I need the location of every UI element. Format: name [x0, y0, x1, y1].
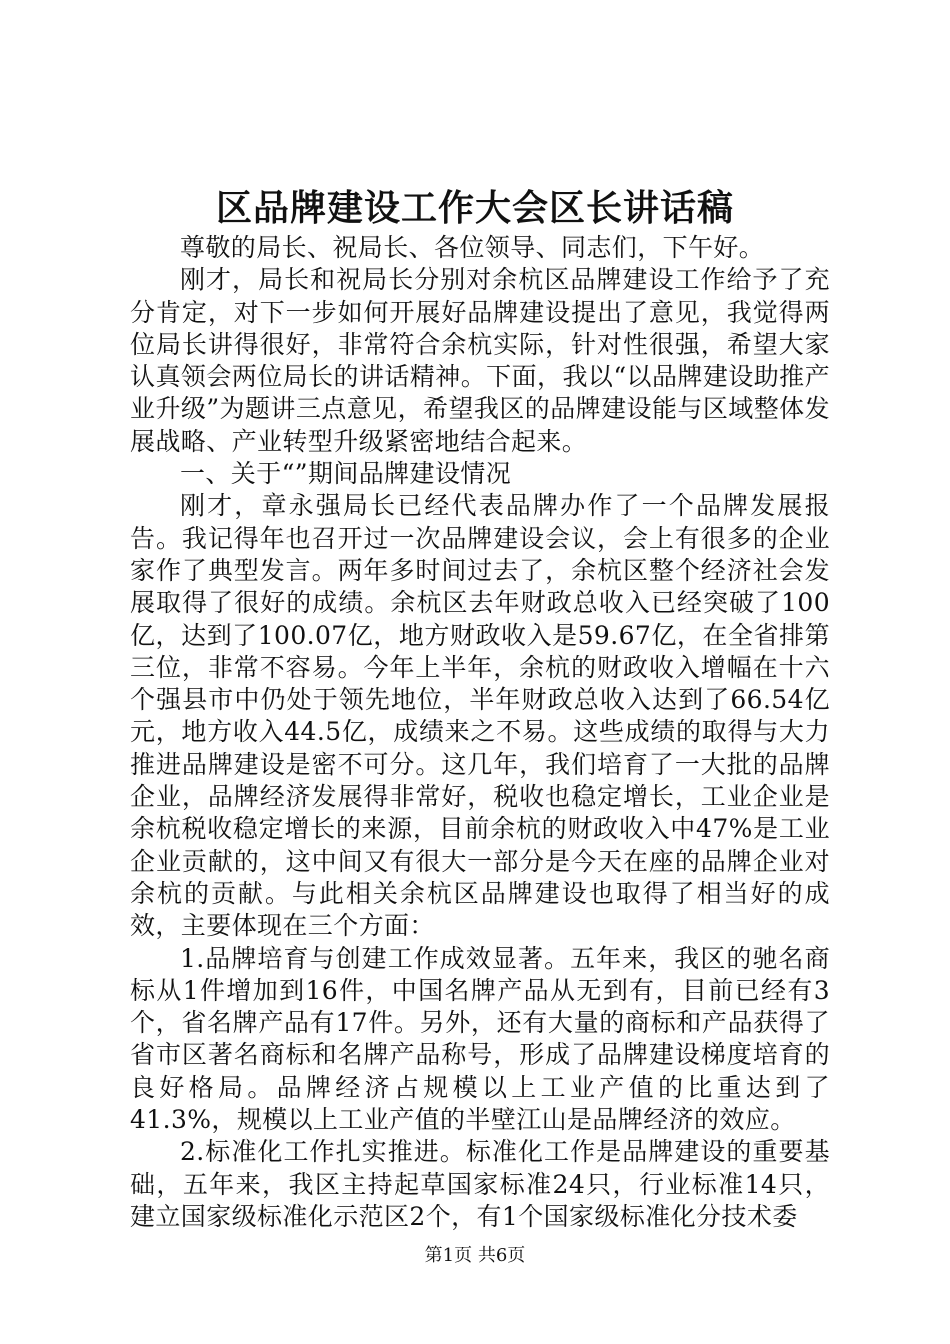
- paragraph-point-1: 1.品牌培育与创建工作成效显著。五年来，我区的驰名商标从1件增加到16件，中国名牌产品从无到有，目前已经有3个，省名牌产品有17件。另外，还有大量的商标和产品获得了省市区著名商标和名牌产品称号，形成了品牌建设梯度培育的良好格局。品牌经济占规模以上工业产值的比重达到了41.3%，规模以上工业产值的半壁江山是品牌经济的效应。: [130, 943, 830, 1135]
- paragraph-point-2: 2.标准化工作扎实推进。标准化工作是品牌建设的重要基础，五年来，我区主持起草国家标准24只，行业标准14只，建立国家级标准化示范区2个，有1个国家级标准化分技术委: [130, 1137, 830, 1231]
- page-number: 第1页 共6页: [424, 1245, 526, 1266]
- document-title: 区品牌建设工作大会区长讲话稿: [215, 187, 734, 229]
- section-heading-1: 一、关于“”期间品牌建设情况: [180, 459, 512, 489]
- paragraph-intro: 刚才，局长和祝局长分别对余杭区品牌建设工作给予了充分肯定，对下一步如何开展好品牌建设提出了意见，我觉得两位局长讲得很好，非常符合余杭实际，针对性很强，希望大家认真领会两位局长的讲话精神。下面，我以“以品牌建设助推产业升级”为题讲三点意见，希望我区的品牌建设能与区域整体发展战略、产业转型升级紧密地结合起来。: [130, 265, 830, 456]
- paragraph-greeting: 尊敬的局长、祝局长、各位领导、同志们，下午好。: [180, 233, 765, 262]
- paragraph-report: 刚才，章永强局长已经代表品牌办作了一个品牌发展报告。我记得年也召开过一次品牌建设会议，会上有很多的企业家作了典型发言。两年多时间过去了，余杭区整个经济社会发展取得了很好的成绩。余杭区去年财政总收入已经突破了100亿，达到了100.07亿，地方财政收入是59.67亿，在全省排第三位，非常不容易。今年上半年，余杭的财政收入增幅在十六个强县市中仍处于领先地位，半年财政总收入达到了66.54亿元，地方收入44.5亿，成绩来之不易。这些成绩的取得与大力推进品牌建设是密不可分。这几年，我们培育了一大批的品牌企业，品牌经济发展得非常好，税收也稳定增长，工业企业是余杭税收稳定增长的来源，目前余杭的财政收入中47%是工业企业贡献的，这中间又有很大一部分是今天在座的品牌企业对余杭的贡献。与此相关余杭区品牌建设也取得了相当好的成效，主要体现在三个方面：: [130, 491, 830, 941]
- document-body: [130, 232, 830, 1233]
